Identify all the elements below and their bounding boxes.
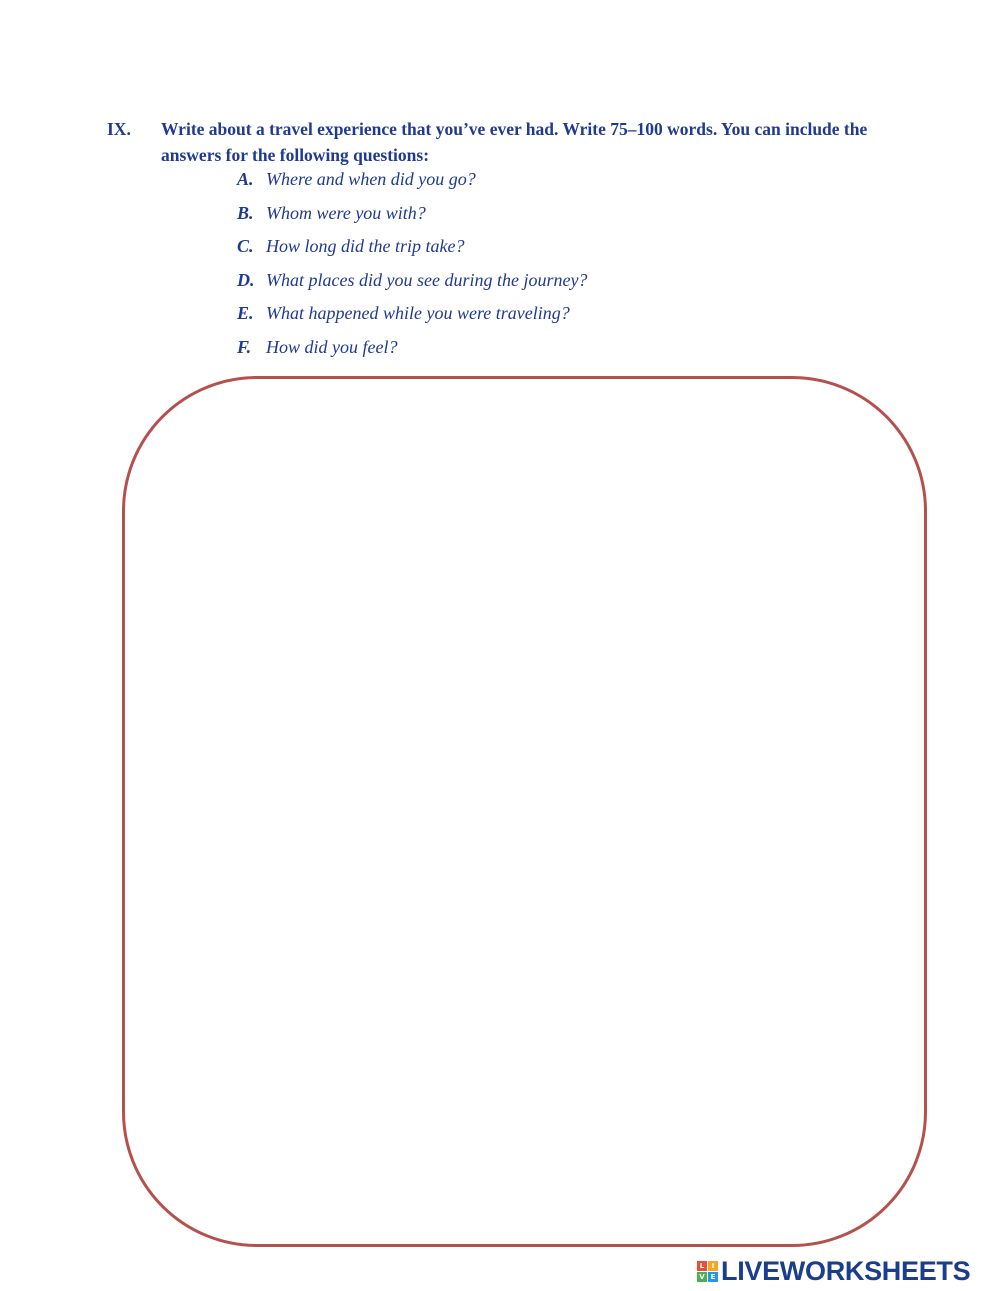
liveworksheets-logo-icon — [697, 1261, 718, 1282]
question-item — [237, 267, 587, 301]
brand-name: LIVEWORKSHEETS — [721, 1256, 971, 1286]
question-text: Where and when did you go? — [266, 169, 476, 189]
question-text: How did you feel? — [266, 336, 398, 357]
answer-text-area[interactable] — [165, 419, 884, 1204]
question-letter: D. — [237, 269, 255, 290]
logo-tile-e: E — [708, 1272, 718, 1282]
logo-tile-l: L — [697, 1261, 707, 1271]
question-text: What happened while you were traveling? — [266, 303, 570, 324]
liveworksheets-brand — [697, 1257, 970, 1285]
question-item — [237, 200, 587, 234]
question-text: What places did you see during the journey? — [266, 269, 588, 290]
question-item — [237, 166, 587, 200]
question-item — [237, 233, 587, 267]
question-letter: F. — [237, 336, 252, 357]
question-list — [237, 166, 587, 368]
question-letter: A. — [237, 169, 254, 189]
question-letter: C. — [237, 236, 254, 257]
question-text: Whom were you with? — [266, 202, 426, 223]
task-instruction: Write about a travel experience that you’ve ever had. Write 75–100 words. You can include the answers for the following questions: — [161, 119, 868, 165]
logo-tile-v: V — [697, 1272, 707, 1282]
question-text: How long did the trip take? — [266, 236, 465, 257]
logo-tile-i: I — [708, 1261, 718, 1271]
question-item — [237, 334, 587, 368]
question-letter: E. — [237, 303, 254, 324]
question-item — [237, 300, 587, 334]
answer-box — [122, 376, 927, 1247]
question-letter: B. — [237, 202, 254, 223]
task-number: IX. — [107, 119, 131, 139]
